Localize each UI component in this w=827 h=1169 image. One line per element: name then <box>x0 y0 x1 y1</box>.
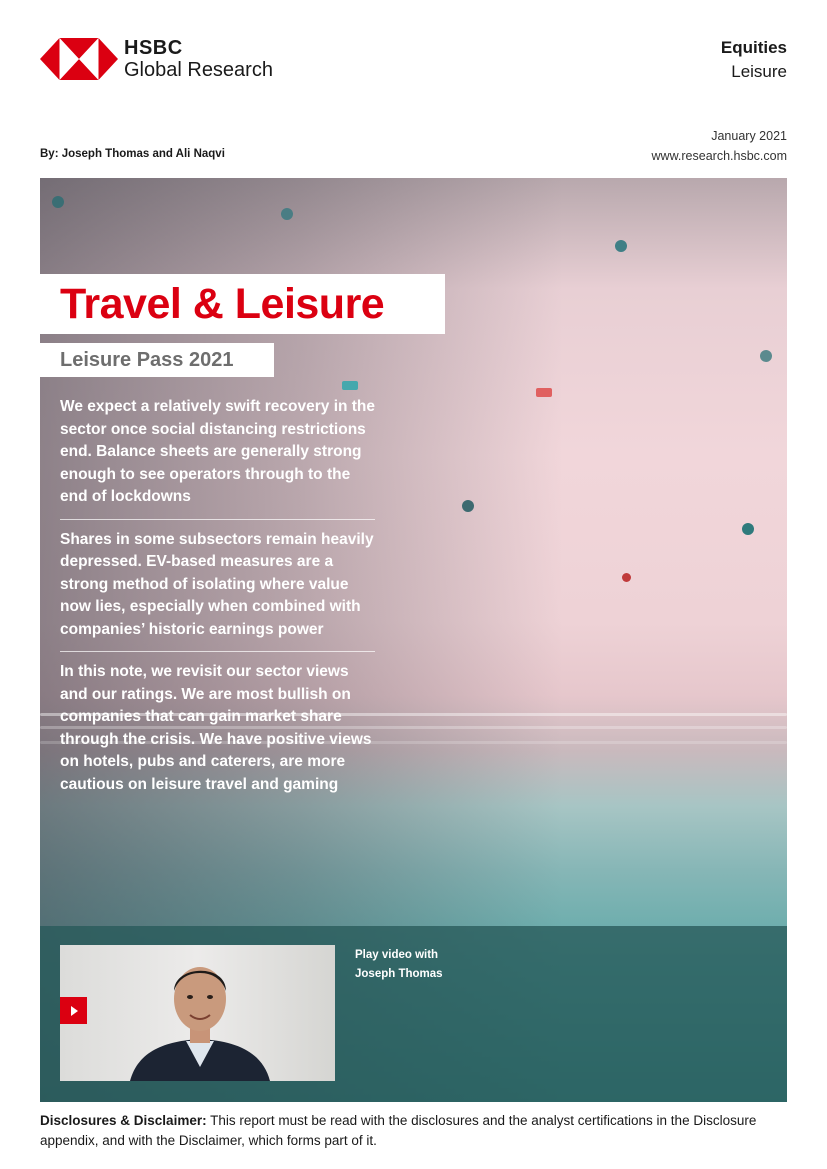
cover-image-panel <box>40 178 787 1102</box>
disclaimer-label: Disclosures & Disclaimer: <box>40 1113 207 1128</box>
video-caption[interactable] <box>355 946 495 984</box>
category-label: Equities <box>720 38 787 57</box>
presenter-photo <box>120 945 280 1081</box>
video-caption-line1: Play video with <box>355 949 439 961</box>
publication-date: January 2021 <box>711 129 787 143</box>
disclaimer <box>40 1111 787 1151</box>
beach-towel <box>342 381 358 390</box>
divider <box>60 651 375 652</box>
publication-meta <box>652 126 787 166</box>
beachgoer-figure <box>281 208 293 220</box>
sector-label: Leisure <box>731 62 787 81</box>
authors-line: By: Joseph Thomas and Ali Naqvi <box>40 148 225 160</box>
key-points <box>60 396 380 804</box>
brand-name: HSBC <box>124 37 183 59</box>
document-classification <box>721 38 787 82</box>
report-title: Travel & Leisure <box>60 279 385 328</box>
beachgoer-figure <box>52 196 64 208</box>
divider <box>60 519 375 520</box>
beachgoer-figure <box>742 523 754 535</box>
key-point: In this note, we revisit our sector views and our ratings. We are most bullish on companies that can gain market share through the crisis. We have positive views on hotels, pubs and caterers, are more cautious on leisure travel and gaming <box>60 663 372 793</box>
video-thumbnail[interactable] <box>60 945 335 1081</box>
website-link[interactable]: www.research.hsbc.com <box>651 149 787 163</box>
key-point: Shares in some subsectors remain heavily depressed. EV-based measures are a strong method of isolating where value now lies, especially when combined with companies’ historic earnings power <box>60 530 374 638</box>
video-band <box>40 926 787 1102</box>
title-banner <box>40 274 445 334</box>
beachgoer-figure <box>615 240 627 252</box>
brand-unit: Global Research <box>124 59 273 81</box>
key-point: We expect a relatively swift recovery in the sector once social distancing restrictions end. Balance sheets are generally strong enough to see operators through to the end of lockdowns <box>60 398 376 505</box>
report-subtitle: Leisure Pass 2021 <box>60 348 234 371</box>
video-caption-line2: Joseph Thomas <box>355 968 443 980</box>
beach-umbrella <box>622 573 631 582</box>
subtitle-banner <box>40 343 274 377</box>
beachgoer-figure <box>760 350 772 362</box>
hsbc-logo <box>40 38 273 80</box>
play-button[interactable] <box>60 997 87 1024</box>
play-icon <box>71 1006 78 1016</box>
hsbc-hexagon-logo-icon <box>40 38 118 80</box>
beachgoer-figure <box>462 500 474 512</box>
beach-towel <box>536 388 552 397</box>
disclaimer-text: This report must be read with the disclosures and the analyst certifications in the Disclosure appendix, and with the Disclaimer, which forms part of it. <box>40 1113 757 1148</box>
